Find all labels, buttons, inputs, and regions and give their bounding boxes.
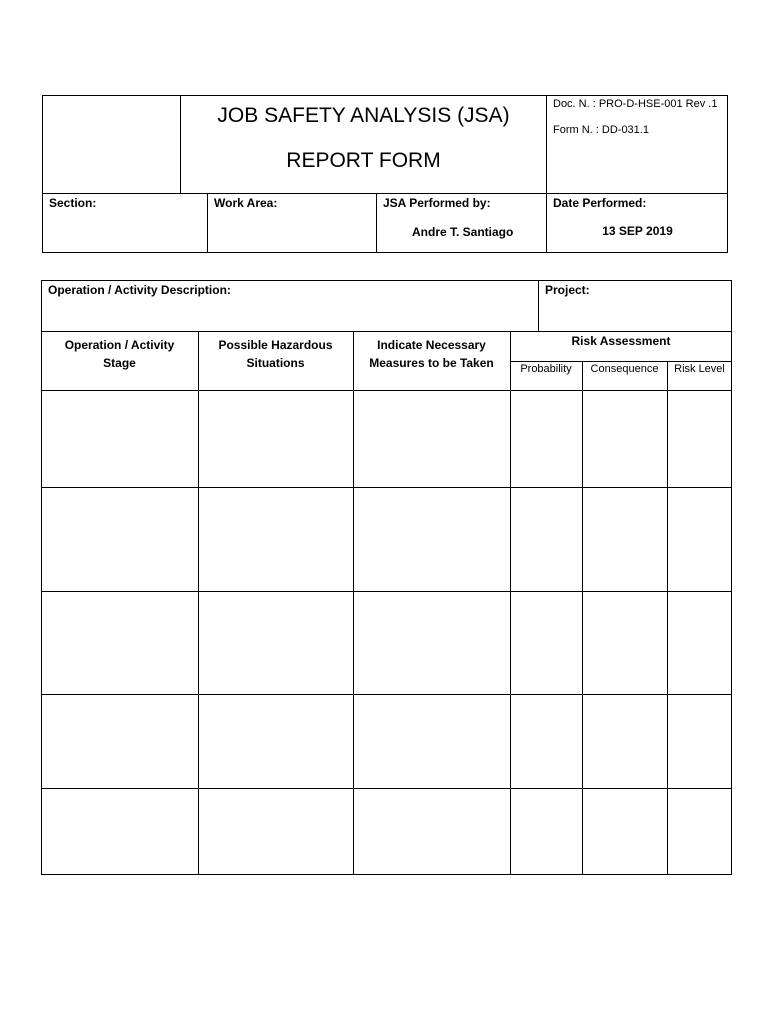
work-area-label: Work Area: — [214, 196, 278, 210]
form-number: Form N. : DD-031.1 — [553, 124, 649, 136]
col-header-risk-level: Risk Level — [674, 363, 725, 375]
col-divider-measures — [353, 331, 354, 875]
date-performed-label: Date Performed: — [553, 196, 647, 210]
col-header-hazards-2: Situations — [246, 356, 305, 370]
col-header-measures-1: Indicate Necessary — [377, 338, 486, 352]
col-divider-risk — [510, 331, 511, 875]
row-divider-2 — [41, 591, 732, 592]
header-row-divider — [42, 193, 728, 194]
risk-subheader-divider — [510, 361, 732, 362]
performed-by-label: JSA Performed by: — [383, 196, 491, 210]
col-header-probability: Probability — [520, 363, 572, 375]
col-divider-consequence — [582, 361, 583, 875]
row-divider-3 — [41, 694, 732, 695]
date-performed-value[interactable]: 13 SEP 2019 — [602, 224, 673, 238]
description-label: Operation / Activity Description: — [48, 283, 231, 297]
doc-number: Doc. N. : PRO-D-HSE-001 Rev .1 — [553, 98, 718, 110]
col-header-consequence: Consequence — [590, 363, 659, 375]
project-label: Project: — [545, 283, 590, 297]
column-header-divider — [41, 390, 732, 391]
col-header-stage-2: Stage — [103, 356, 136, 370]
col-header-hazards-1: Possible Hazardous — [218, 338, 333, 352]
form-title-line2: REPORT FORM — [286, 149, 441, 172]
row-divider-4 — [41, 788, 732, 789]
description-row-divider — [41, 331, 732, 332]
col-header-risk-assessment: Risk Assessment — [571, 334, 671, 348]
section-label: Section: — [49, 196, 97, 210]
info-divider-1 — [207, 193, 208, 253]
performed-by-value[interactable]: Andre T. Santiago — [412, 225, 514, 239]
row-divider-1 — [41, 487, 732, 488]
col-header-stage-1: Operation / Activity — [64, 338, 175, 352]
project-divider — [538, 280, 539, 332]
info-divider-2 — [376, 193, 377, 253]
col-header-measures-2: Measures to be Taken — [369, 356, 494, 370]
col-divider-hazards — [198, 331, 199, 875]
logo-cell — [43, 96, 180, 193]
col-divider-risk-level — [667, 361, 668, 875]
form-title-line1: JOB SAFETY ANALYSIS (JSA) — [217, 104, 510, 127]
